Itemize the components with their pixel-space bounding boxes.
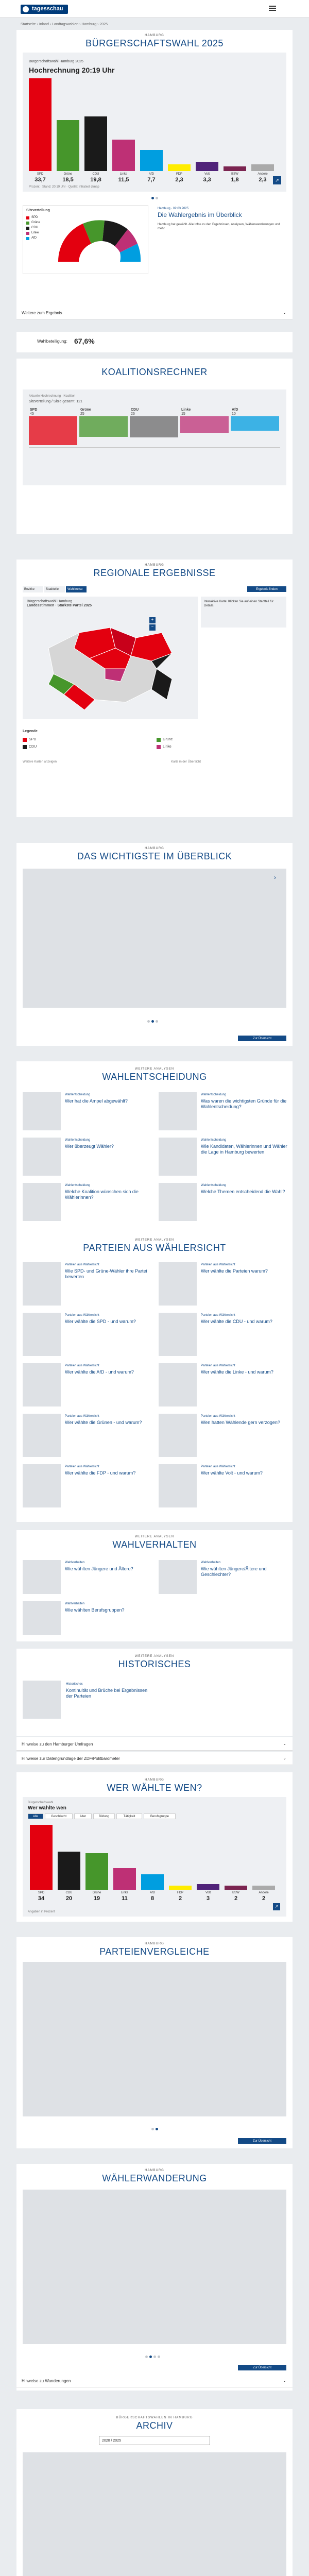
- teaser-meta: Parteien aus Wählersicht: [65, 1415, 99, 1418]
- teaser-meta: Wahlverhalten: [65, 1602, 85, 1605]
- tab-wahlkreise[interactable]: Wahlkreise: [66, 586, 87, 592]
- migration-notes-accordion[interactable]: [16, 2374, 293, 2387]
- who-voted-bar: [169, 1886, 192, 1890]
- teaser-link[interactable]: Wer wählte Volt - und warum?: [201, 1470, 263, 1476]
- teaser-link[interactable]: Wer wählte die FDP - und warum?: [65, 1470, 136, 1476]
- teaser-meta: Parteien aus Wählersicht: [65, 1465, 99, 1468]
- party-value: 2,3: [175, 177, 183, 183]
- coalition-seats: 25: [80, 412, 84, 416]
- section-title: PARTEIENVERGLEICHE: [99, 1946, 210, 1957]
- teaser-link[interactable]: Wer wählte die SPD - und warum?: [65, 1319, 136, 1324]
- teaser-link[interactable]: Wer wählte die AfD - und warum?: [65, 1369, 134, 1375]
- map-card: [23, 597, 198, 719]
- party-name: Andere: [258, 173, 268, 176]
- legend-title: Legende: [23, 730, 38, 733]
- result-bar: [112, 140, 135, 171]
- section-title: WER WÄHLTE WEN?: [107, 1783, 202, 1793]
- legend-item: [26, 221, 40, 226]
- teaser-meta: Parteien aus Wählersicht: [201, 1314, 235, 1317]
- slider-dot[interactable]: [151, 2128, 154, 2130]
- party-name: SPD: [38, 1891, 45, 1894]
- tab-bezirke[interactable]: Bezirke: [23, 586, 43, 592]
- menu-icon[interactable]: [269, 6, 276, 11]
- slider-dot[interactable]: [156, 197, 158, 199]
- results-accordion[interactable]: [16, 306, 293, 319]
- section-title: WAHLENTSCHEIDUNG: [102, 1072, 207, 1082]
- party-value: 2: [178, 1895, 182, 1902]
- teaser-thumbnail[interactable]: [159, 1464, 197, 1507]
- overview-button[interactable]: Zur Übersicht: [238, 1036, 286, 1041]
- teaser-meta: Historisches: [66, 1683, 83, 1686]
- teaser-link[interactable]: Welche Themen entscheidend die Wahl?: [201, 1189, 285, 1194]
- who-voted-section: [16, 1772, 293, 1922]
- party-name: SPD: [37, 173, 44, 176]
- teaser-thumbnail[interactable]: [159, 1092, 197, 1130]
- party-value: 11,5: [118, 177, 129, 183]
- teaser-link[interactable]: Wie Kandidaten, Wählerinnen und Wähler die Lage in Hamburg bewerten: [201, 1144, 287, 1155]
- turnout-section: [16, 332, 293, 352]
- teaser-meta: Parteien aus Wählersicht: [65, 1314, 99, 1317]
- who-voted-bar: [225, 1886, 247, 1890]
- history-link[interactable]: Kontinuität und Brüche bei Ergebnissen der Parteien: [66, 1688, 148, 1699]
- coalition-hint: Aktuelle Hochrechnung · Koalition: [29, 395, 76, 398]
- teaser-meta: Wahlentscheidung: [201, 1184, 227, 1187]
- section-title: ARCHIV: [136, 2420, 173, 2431]
- breadcrumb-item[interactable]: Startseite: [21, 23, 36, 26]
- teaser-meta: Wahlentscheidung: [65, 1093, 91, 1096]
- turnout-value: 67,6%: [74, 337, 95, 345]
- result-bar: [168, 164, 191, 171]
- section-title: PARTEIEN AUS WÄHLERSICHT: [83, 1243, 226, 1253]
- history-thumbnail[interactable]: [23, 1681, 61, 1719]
- slider-dot[interactable]: [145, 2355, 148, 2358]
- party-name: FDP: [176, 173, 182, 176]
- section-kicker: WEITERE ANALYSEN: [134, 1067, 175, 1071]
- teaser-meta: Wahlentscheidung: [65, 1139, 91, 1142]
- party-name: CDU: [92, 173, 99, 176]
- breadcrumb-item[interactable]: Hamburg: [81, 23, 97, 26]
- teaser-link[interactable]: Wie SPD- und Grüne-Wähler ihre Partei bewerten: [65, 1268, 147, 1279]
- legend-swatch: [26, 216, 29, 219]
- map-sublabel: Landesstimmen · Stärkste Partei 2025: [27, 604, 92, 607]
- section-kicker: HAMBURG: [145, 564, 164, 567]
- legend-label: AfD: [31, 236, 37, 240]
- teaser-meta: Wahlentscheidung: [65, 1184, 91, 1187]
- party-name: Linke: [119, 173, 128, 176]
- party-value: 19,8: [90, 177, 101, 183]
- who-voted-chip: Bürgerschaftswahl: [28, 1801, 54, 1804]
- section-kicker: HAMBURG: [145, 847, 164, 850]
- teaser-thumbnail[interactable]: [159, 1313, 197, 1356]
- section-title: BÜRGERSCHAFTSWAHL 2025: [85, 38, 224, 48]
- teaser-title[interactable]: Die Wahlergebnis im Überblick: [158, 211, 242, 218]
- data-notes-accordion[interactable]: [16, 1752, 293, 1765]
- breadcrumb-item[interactable]: Landtagswahlen: [52, 23, 79, 26]
- carousel-slide[interactable]: [23, 2190, 286, 2344]
- party-value: 3,3: [203, 177, 211, 183]
- seats-chart: [53, 213, 146, 264]
- carousel-slide[interactable]: [23, 869, 286, 1008]
- party-value: 2: [262, 1895, 266, 1902]
- teaser-link[interactable]: Wen hatten Wählende gern verzogen?: [201, 1420, 280, 1425]
- teaser-meta: Parteien aus Wählersicht: [201, 1465, 235, 1468]
- section-title: REGIONALE ERGEBNISSE: [93, 568, 216, 578]
- archive-select[interactable]: 2020 / 2025: [99, 2436, 210, 2445]
- coalition-party: SPD: [30, 408, 38, 412]
- teaser-thumbnail[interactable]: [159, 1138, 197, 1176]
- who-voted-bar: [58, 1852, 80, 1890]
- section-kicker: HAMBURG: [145, 1942, 164, 1945]
- who-voted-bar: [252, 1886, 275, 1890]
- teaser-thumbnail[interactable]: [23, 1138, 61, 1176]
- teaser-thumbnail[interactable]: [23, 1262, 61, 1306]
- turnout-label: Wahlbeteiligung:: [37, 339, 67, 344]
- teaser-link[interactable]: Wer wählte die Grünen - und warum?: [65, 1420, 142, 1425]
- chevron-down-icon: ⌄: [283, 2378, 286, 2383]
- legend-swatch: [26, 232, 29, 235]
- result-bar: [251, 164, 274, 171]
- teaser-text: Hamburg hat gewählt. Alle Infos zu den Ergebnissen, Analysen, Wählerwanderungen und mehr.: [158, 223, 280, 230]
- decision-section: [16, 1061, 293, 1233]
- teaser-thumbnail[interactable]: [23, 1601, 61, 1635]
- teaser-thumbnail[interactable]: [23, 1464, 61, 1507]
- coalition-seats: 15: [181, 412, 185, 416]
- result-bar: [196, 162, 218, 171]
- history-section: [16, 1649, 293, 1736]
- tagesschau-logo[interactable]: tagesschau: [21, 5, 68, 14]
- result-bar: [224, 166, 246, 171]
- teaser-link[interactable]: Wer wählte die Parteien warum?: [201, 1268, 268, 1274]
- section-kicker: HAMBURG: [145, 2169, 164, 2172]
- parties-section: [16, 1233, 293, 1522]
- teaser-meta: Parteien aus Wählersicht: [65, 1364, 99, 1367]
- party-name: Volt: [204, 173, 210, 176]
- result-subtitle: Bürgerschaftswahl Hamburg 2025: [29, 60, 83, 63]
- coalition-bar[interactable]: [29, 416, 77, 445]
- seats-legend: [26, 216, 40, 242]
- top-header: [0, 0, 309, 18]
- legend-label: Grüne: [163, 738, 173, 741]
- section-kicker: BÜRGERSCHAFTSWAHLEN IN HAMBURG: [116, 2416, 193, 2419]
- result-bar: [140, 150, 163, 171]
- legend-swatch: [26, 237, 29, 240]
- teaser-meta: Wahlentscheidung: [201, 1093, 227, 1096]
- teaser-link[interactable]: Wer wählte die Linke - und warum?: [201, 1369, 273, 1375]
- party-value: 34: [38, 1895, 45, 1902]
- party-name: CDU: [65, 1891, 73, 1894]
- chevron-down-icon: ⌄: [283, 310, 286, 315]
- party-value: 19: [93, 1895, 100, 1902]
- party-value: 2,3: [259, 177, 267, 183]
- election-section: [16, 30, 293, 318]
- legend-item: [26, 236, 40, 242]
- party-name: AfD: [148, 173, 154, 176]
- who-voted-bar: [113, 1868, 136, 1890]
- accordion-label: Hinweise zu Wanderungen: [22, 2379, 71, 2383]
- party-value: 20: [65, 1895, 73, 1902]
- legend-swatch: [157, 745, 161, 749]
- overview-teaser[interactable]: [151, 205, 286, 274]
- section-title: WÄHLERWANDERUNG: [102, 2173, 207, 2183]
- teaser-link[interactable]: Welche Koalition wünschen sich die Wählerinnen?: [65, 1189, 139, 1200]
- teaser-meta: Parteien aus Wählersicht: [65, 1263, 99, 1266]
- party-value: 2: [234, 1895, 238, 1902]
- who-voted-bar: [197, 1884, 219, 1890]
- section-kicker: WEITERE ANALYSEN: [134, 1239, 175, 1242]
- slider-dot[interactable]: [158, 2355, 160, 2358]
- legend-label: SPD: [29, 738, 37, 741]
- slider-dot[interactable]: [156, 1020, 158, 1023]
- party-name: FDP: [177, 1891, 183, 1894]
- slider-dot[interactable]: [156, 2128, 158, 2130]
- legend-label: Linke: [31, 231, 39, 234]
- teaser-thumbnail[interactable]: [23, 1414, 61, 1457]
- seats-title: Sitzverteilung: [26, 209, 50, 212]
- tab-alle[interactable]: Alle: [28, 1814, 43, 1819]
- result-heading: Hochrechnung 20:19 Uhr: [29, 66, 115, 74]
- legend-swatch: [157, 738, 161, 742]
- section-title: KOALITIONSRECHNER: [101, 367, 208, 377]
- tab-geschlecht[interactable]: Geschlecht: [45, 1814, 73, 1819]
- teaser-meta: Parteien aus Wählersicht: [201, 1415, 235, 1418]
- map-info: Interaktive Karte: Klicken Sie auf einen Stadtteil für Details.: [204, 600, 274, 607]
- teaser-thumbnail[interactable]: [23, 1313, 61, 1356]
- section-kicker: WEITERE ANALYSEN: [134, 1535, 175, 1538]
- share-icon[interactable]: ↗: [273, 176, 281, 184]
- archive-content: [23, 2452, 286, 2576]
- party-value: 1,8: [231, 177, 239, 183]
- section-title: DAS WICHTIGSTE IM ÜBERBLICK: [77, 851, 232, 861]
- behavior-section: [16, 1530, 293, 1641]
- tab-bildung[interactable]: Bildung: [93, 1814, 115, 1819]
- share-icon[interactable]: ↗: [273, 1903, 280, 1910]
- carousel-slide[interactable]: [23, 1962, 286, 2116]
- who-voted-bar: [85, 1853, 108, 1890]
- section-kicker: HAMBURG: [145, 34, 164, 37]
- slider-dot[interactable]: [151, 1020, 154, 1023]
- legend-label: SPD: [31, 216, 38, 219]
- teaser-thumbnail[interactable]: [23, 1183, 61, 1221]
- coalition-bar[interactable]: [231, 416, 279, 431]
- party-value: 18,5: [62, 177, 74, 183]
- slider-dot[interactable]: [149, 2355, 152, 2358]
- who-voted-card: [23, 1797, 286, 1917]
- teaser-thumbnail[interactable]: [159, 1363, 197, 1406]
- find-result-button[interactable]: Ergebnis finden: [247, 586, 286, 592]
- survey-notes-accordion[interactable]: [16, 1737, 293, 1751]
- party-value: 11: [122, 1895, 128, 1902]
- teaser-meta: Wahlverhalten: [201, 1561, 221, 1564]
- party-name: BSW: [232, 1891, 239, 1894]
- coalition-party: AfD: [232, 408, 238, 412]
- map-label: Bürgerschaftswahl Hamburg: [27, 600, 73, 603]
- party-name: BSW: [231, 173, 238, 176]
- slider-dot[interactable]: [147, 1020, 150, 1023]
- zoom-out-button[interactable]: −: [149, 624, 156, 631]
- breadcrumb: Startseite › Inland › Landtagswahlen › Hamburg › 2025: [21, 23, 108, 26]
- comparison-section: [16, 1937, 293, 2148]
- teaser-thumbnail[interactable]: [159, 1183, 197, 1221]
- majority-line: [29, 447, 280, 448]
- overview-button[interactable]: Zur Übersicht: [238, 2138, 286, 2144]
- coalition-select[interactable]: Sitzverteilung / Sitze gesamt: 121: [29, 400, 82, 403]
- coalition-party: CDU: [131, 408, 139, 412]
- coalition-bar[interactable]: [79, 416, 128, 437]
- party-value: 33,7: [35, 177, 46, 183]
- section-title: WAHLVERHALTEN: [112, 1539, 197, 1550]
- result-card: [23, 53, 286, 192]
- party-name: Grüne: [92, 1891, 101, 1894]
- accordion-label: Hinweise zur Datengrundlage der ZDF/Politbarometer: [22, 1756, 120, 1761]
- party-name: Grüne: [63, 173, 73, 176]
- coalition-card: [23, 389, 286, 485]
- legend-label: CDU: [31, 226, 38, 229]
- legend-swatch: [23, 745, 27, 749]
- chevron-down-icon: ⌄: [283, 1741, 286, 1746]
- legend-label: Linke: [163, 745, 171, 749]
- teaser-link[interactable]: Wie wählten Jüngere und Ältere?: [65, 1566, 133, 1571]
- regional-section: [16, 560, 293, 817]
- chevron-right-icon[interactable]: ›: [274, 874, 276, 881]
- teaser-thumbnail[interactable]: [23, 1560, 61, 1594]
- tab-alter[interactable]: Alter: [74, 1814, 92, 1819]
- teaser-link[interactable]: Was waren die wichtigsten Gründe für die Wahlentscheidung?: [201, 1098, 287, 1109]
- legend-item: [26, 226, 40, 231]
- teaser-thumbnail[interactable]: [159, 1414, 197, 1457]
- coalition-seats: 26: [131, 412, 135, 416]
- overview-button[interactable]: Zur Übersicht: [238, 2365, 286, 2370]
- slider-dot[interactable]: [153, 2355, 156, 2358]
- legend-swatch: [26, 227, 29, 230]
- map-note[interactable]: Weitere Karten anzeigen: [23, 760, 57, 764]
- party-value: 8: [150, 1895, 154, 1902]
- coalition-party: Grüne: [80, 408, 91, 412]
- hamburg-map[interactable]: [33, 612, 187, 715]
- legend-item: [26, 216, 40, 221]
- coalition-section: [16, 359, 293, 534]
- teaser-link[interactable]: Wer wählte die CDU - und warum?: [201, 1319, 272, 1324]
- key-facts-section: [16, 843, 293, 1046]
- breadcrumb-item: 2025: [99, 23, 108, 26]
- teaser-thumbnail[interactable]: [23, 1092, 61, 1130]
- legend-label: CDU: [29, 745, 37, 749]
- teaser-meta: Wahlentscheidung: [201, 1139, 227, 1142]
- map-foot[interactable]: Karte in der Übersicht: [171, 760, 201, 764]
- teaser-link[interactable]: Wie wählten Berufsgruppen?: [65, 1607, 125, 1613]
- who-voted-subtitle: Wer wählte wen: [28, 1805, 66, 1811]
- party-name: AfD: [149, 1891, 155, 1894]
- teaser-thumbnail[interactable]: [23, 1363, 61, 1406]
- teaser-thumbnail[interactable]: [159, 1560, 197, 1594]
- coalition-party: Linke: [181, 408, 191, 412]
- accordion-label: Hinweise zu den Hamburger Umfragen: [22, 1742, 93, 1747]
- teaser-link[interactable]: Wer hat die Ampel abgewählt?: [65, 1098, 128, 1104]
- chevron-down-icon: ⌄: [283, 1756, 286, 1760]
- section-title: HISTORISCHES: [118, 1659, 191, 1669]
- teaser-meta: Parteien aus Wählersicht: [201, 1364, 235, 1367]
- teaser-meta: Wahlverhalten: [65, 1561, 85, 1564]
- accordion-label: Weitere zum Ergebnis: [22, 311, 62, 315]
- result-bar: [57, 120, 79, 171]
- migration-section: [16, 2164, 293, 2391]
- tab-stadtteile[interactable]: Stadtteile: [44, 586, 65, 592]
- legend-swatch: [23, 738, 27, 742]
- teaser-meta: Parteien aus Wählersicht: [201, 1263, 235, 1266]
- map-info-box: [201, 597, 286, 628]
- party-name: Andere: [259, 1891, 269, 1894]
- party-name: Volt: [205, 1891, 211, 1894]
- coalition-seats: 10: [232, 412, 236, 416]
- section-kicker: HAMBURG: [145, 1778, 164, 1782]
- coalition-bar[interactable]: [180, 416, 229, 433]
- legend-item: [26, 231, 40, 236]
- result-source: Prozent · Stand: 20:19 Uhr · Quelle: infratest dimap: [29, 185, 99, 189]
- slider-dot[interactable]: [151, 197, 154, 199]
- teaser-thumbnail[interactable]: [159, 1262, 197, 1306]
- who-voted-foot: Angaben in Prozent: [28, 1910, 55, 1913]
- tab-berufsgruppe[interactable]: Berufsgruppe: [144, 1814, 176, 1819]
- who-voted-bar: [30, 1825, 53, 1890]
- coalition-bar[interactable]: [130, 416, 178, 437]
- teaser-meta: Hamburg · 02.03.2025: [158, 207, 189, 210]
- party-name: Linke: [121, 1891, 129, 1894]
- teaser-link[interactable]: Wer überzeugt Wähler?: [65, 1144, 114, 1149]
- coalition-seats: 45: [30, 412, 34, 416]
- archive-section: [16, 2409, 293, 2576]
- party-value: 3: [206, 1895, 210, 1902]
- legend-label: Grüne: [31, 221, 40, 224]
- breadcrumb-item[interactable]: Inland: [39, 23, 49, 26]
- teaser-link[interactable]: Wie wählten Jüngere/Ältere und Geschlechter?: [201, 1566, 267, 1577]
- legend-swatch: [26, 222, 29, 225]
- party-value: 7,7: [147, 177, 156, 183]
- who-voted-bar: [141, 1874, 164, 1890]
- zoom-in-button[interactable]: +: [149, 617, 156, 623]
- result-bar: [29, 78, 52, 171]
- seats-card: [23, 205, 148, 274]
- section-kicker: WEITERE ANALYSEN: [134, 1655, 175, 1658]
- tab-tätigkeit[interactable]: Tätigkeit: [116, 1814, 142, 1819]
- result-bar: [84, 116, 107, 171]
